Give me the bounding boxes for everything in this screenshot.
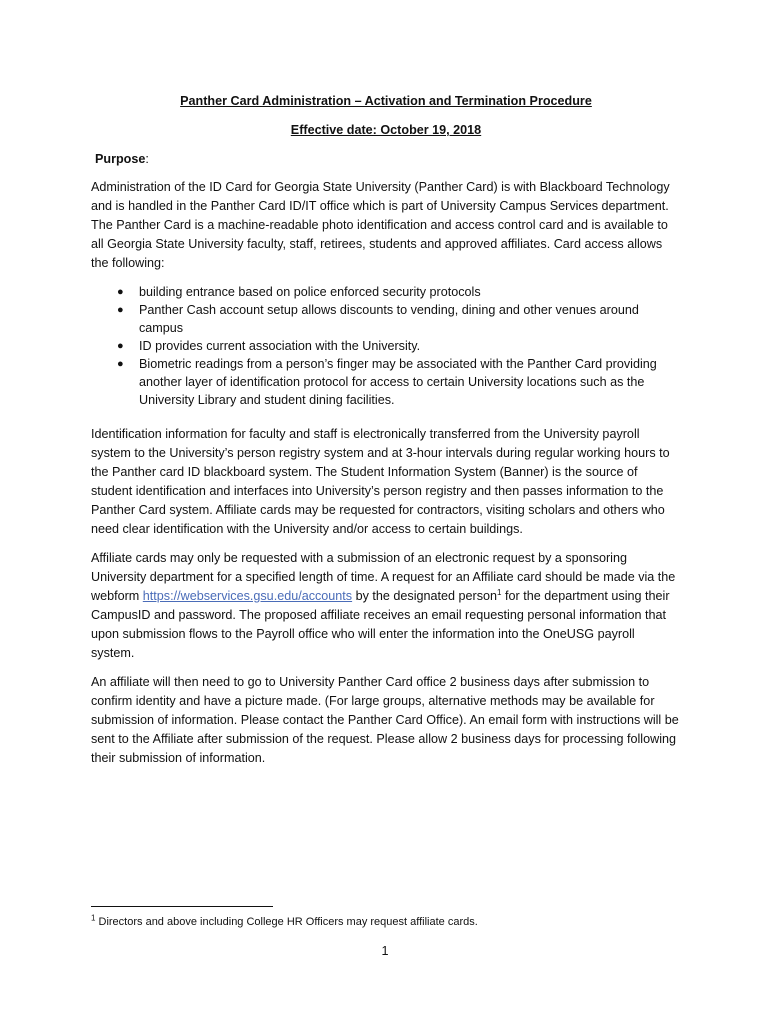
affiliate-text-start: Affiliate cards may only be requested with a submission of an electronic request by a sponsoring University department for a specified length of time. A request for an Affiliate card should be made via the webform xyxy=(91,551,676,603)
list-item xyxy=(117,355,681,409)
bullet-icon: ● xyxy=(117,286,124,298)
document-body xyxy=(91,92,681,778)
list-item xyxy=(117,301,681,337)
followup-paragraph: An affiliate will then need to go to University Panther Card office 2 business days after submission to confirm identity and have a picture made. (For large groups, alternative methods may be available for submission of information. Please contact the Panther Card Office). An email form with instructions will be sent to the Affiliate after submission of the request. Please allow 2 business days for processing following their submission of information. xyxy=(91,675,679,765)
card-access-list xyxy=(91,283,681,409)
list-item-text: building entrance based on police enforced security protocols xyxy=(139,285,481,299)
list-item-text: Biometric readings from a person’s finger may be associated with the Panther Card providing another layer of identification protocol for access to certain University locations such as the University Library and student dining facilities. xyxy=(139,357,657,407)
footnote-number: 1 xyxy=(91,913,96,923)
purpose-colon: : xyxy=(145,152,149,166)
footnote-reference: 1 xyxy=(497,587,502,597)
effective-date: Effective date: October 19, 2018 xyxy=(290,123,482,137)
affiliate-paragraph xyxy=(91,549,681,663)
document-title: Panther Card Administration – Activation and Termination Procedure xyxy=(180,94,592,108)
footnote xyxy=(91,915,478,930)
list-item xyxy=(117,283,681,301)
affiliate-text-end: for the department using their CampusID and password. The proposed affiliate receives an email requesting personal information that upon submission flows to the Payroll office who will enter the information into the OneUSG payroll system. xyxy=(91,589,670,660)
bullet-icon: ● xyxy=(117,304,124,316)
bullet-icon: ● xyxy=(117,340,124,352)
list-item-text: ID provides current association with the University. xyxy=(139,339,421,353)
webform-link[interactable]: https://webservices.gsu.edu/accounts xyxy=(142,589,353,603)
intro-paragraph: Administration of the ID Card for Georgia State University (Panther Card) is with Blackboard Technology and is handled in the Panther Card ID/IT office which is part of University Campus Services department. The Panther Card is a machine-readable photo identification and access control card and is available to all Georgia State University faculty, staff, retirees, students and approved affiliates. Card access allows the following: xyxy=(91,180,670,270)
list-item xyxy=(117,337,681,355)
list-item-text: Panther Cash account setup allows discounts to vending, dining and other venues around campus xyxy=(139,303,639,335)
page-number: 1 xyxy=(381,944,389,958)
purpose-label: Purpose xyxy=(95,152,146,166)
purpose-heading xyxy=(95,150,681,169)
identification-paragraph: Identification information for faculty and staff is electronically transferred from the University payroll system to the University’s person registry system and at 3-hour intervals during regular working hours to the Panther card ID blackboard system. The Student Information System (Banner) is the source of student identification and interfaces into University’s person registry and then passes information to the Panther Card system. Affiliate cards may be requested for contractors, visiting scholars and others who need clear identification with the University and/or access to certain buildings. xyxy=(91,427,670,536)
bullet-icon: ● xyxy=(117,358,124,370)
affiliate-text-middle: by the designated person xyxy=(352,589,498,603)
footnote-divider xyxy=(91,906,273,907)
footnote-text: Directors and above including College HR Officers may request affiliate cards. xyxy=(95,916,478,928)
